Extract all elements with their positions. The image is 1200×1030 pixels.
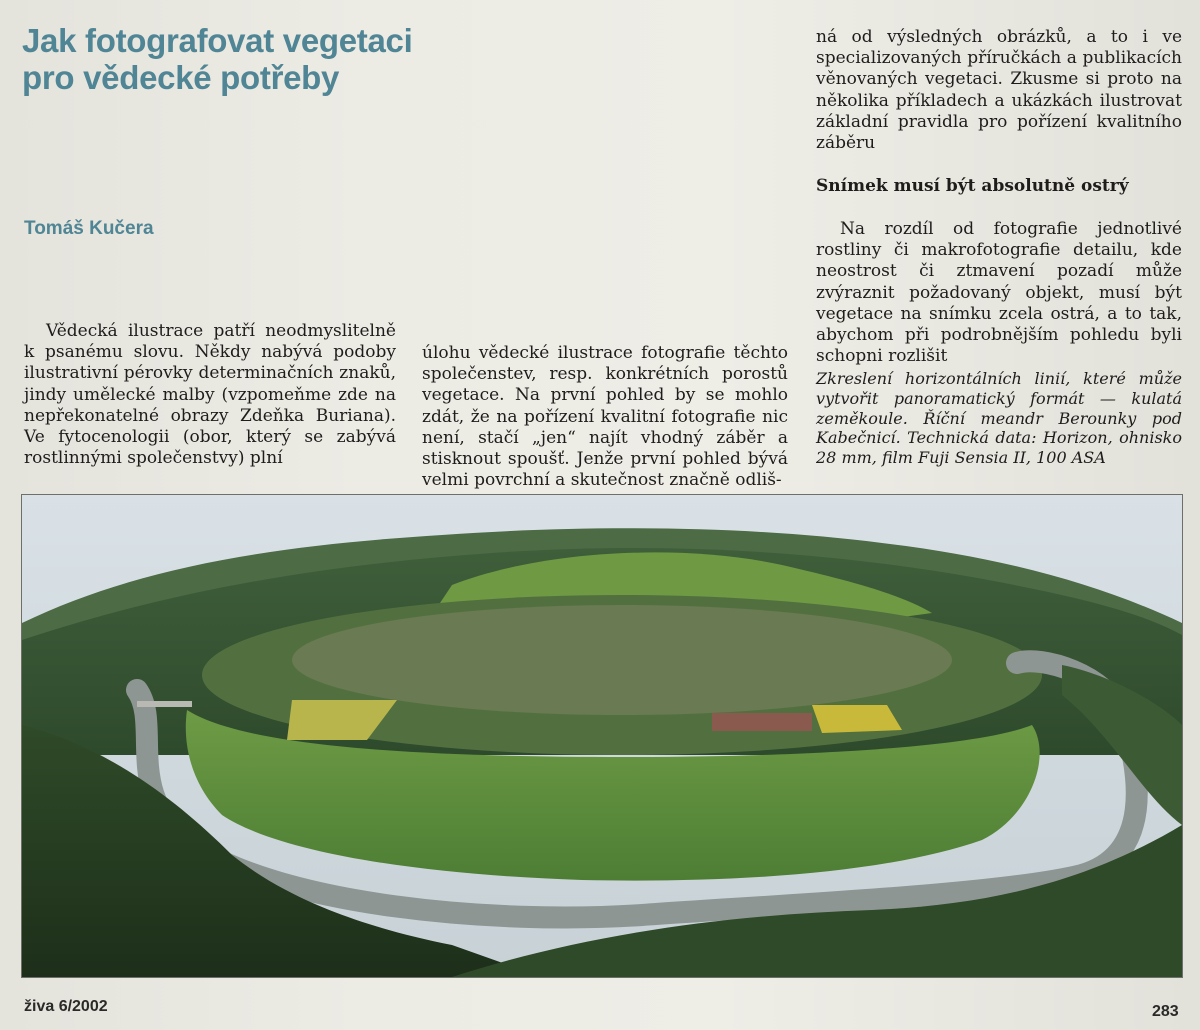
paragraph-continuation: úlohu vědecké ilustrace fotografie těchto společenstev, resp. konkrétních porostů vegetace. Na první pohled by se mohlo zdát, že na pořízení kvalitní fotografie nic není, stačí „jen“ najít vhodný záběr a stisknout spoušť. Jenže první pohled bývá velmi povrchní a skutečnost značně odliš- (422, 343, 788, 491)
text-column-3-bottom (816, 219, 1182, 367)
bridge (137, 701, 192, 707)
journal-issue: živa 6/2002 (24, 998, 108, 1015)
paragraph-intro: Vědecká ilustrace patří neodmyslitelně k psanému slovu. Někdy nabývá podoby ilustrativní pérovky determinačních znaků, jindy umělecké malby (vzpomeňme zde na nepřekonatelné obrazy Zdeňka Buriana). Ve fytocenologii (obor, který se zabývá rostlinnými společenstvy) plní (24, 321, 396, 469)
photo-caption: Zkreslení horizontálních linií, které může vytvořit panoramatický formát — kulatá zeměkoule. Říční meandr Berounky pod Kabečnicí. Technická data: Horizon, ohnisko 28 mm, film Fuji Sensia II, 100 ASA (816, 369, 1182, 468)
plowed-field (712, 713, 812, 731)
river-meander-illustration (22, 495, 1182, 977)
page-number: 283 (1152, 1003, 1179, 1020)
paragraph-continuation-2: ná od výsledných obrázků, a to i ve specializovaných příručkách a publikacích věnovaných vegetaci. Zkusme si proto na několika příkladech a ukázkách ilustrovat základní pravidla pro pořízení kvalitního záběru (816, 27, 1182, 154)
panorama-photo (21, 494, 1183, 978)
paragraph-section: Na rozdíl od fotografie jednotlivé rostliny či makrofotografie detailu, kde neostrost či ztmavení pozadí může zvýraznit požadovaný objekt, musí být vegetace na snímku zcela ostrá, a to tak, abychom při podrobnějším pohledu byli schopni rozlišit (816, 219, 1182, 367)
text-column-3-top (816, 27, 1182, 154)
yellow-field (812, 705, 902, 733)
text-column-1 (24, 321, 396, 469)
text-column-2 (422, 343, 788, 491)
article-author: Tomáš Kučera (24, 218, 154, 239)
article-title: Jak fotografovat vegetaci pro vědecké potřeby (22, 22, 413, 96)
village-core (292, 605, 952, 715)
section-subheading: Snímek musí být absolutně ostrý (816, 176, 1129, 196)
